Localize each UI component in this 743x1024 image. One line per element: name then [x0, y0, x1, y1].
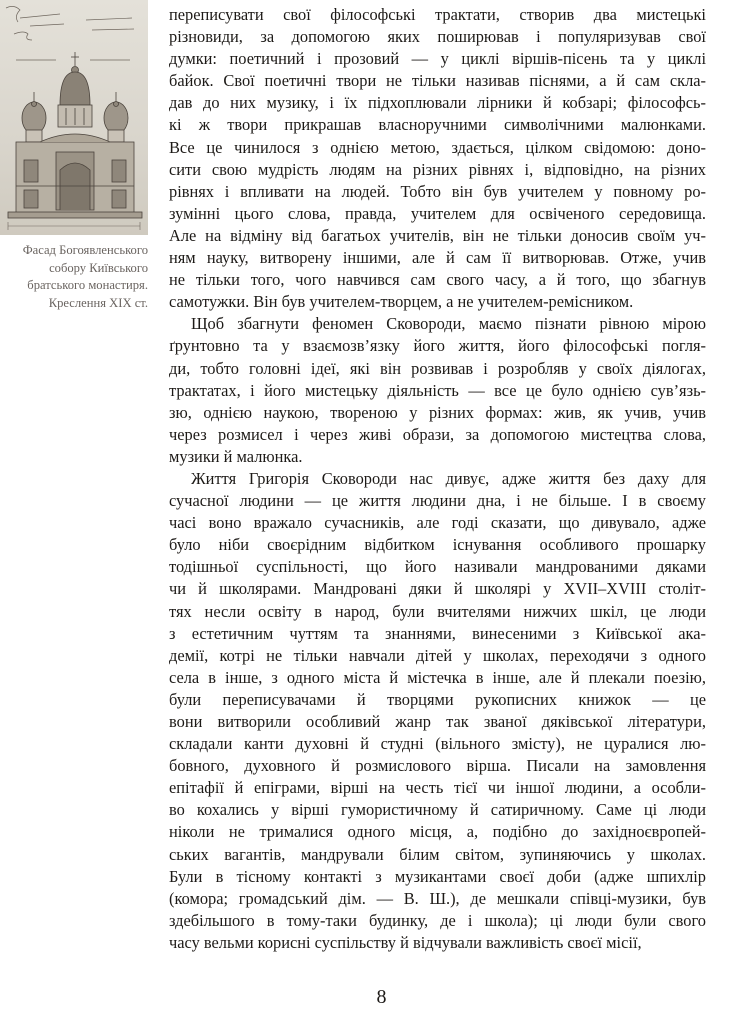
- text-line: були переписувачами й творцями рукописних книжок — це: [169, 689, 706, 709]
- text-line: через розмисел і через живі образи, за допомогою мистецтва слова,: [169, 424, 706, 444]
- text-line: не тільки того, чого навчився сам свого часу, а й того, що збагнув: [169, 270, 706, 290]
- cathedral-drawing: [0, 0, 148, 235]
- text-line: рівнях і впливати на людей. Тобто він був учителем у повному ро-: [169, 181, 706, 201]
- text-line: бовного, духовного й розмислового вірша. Писали на замовлення: [169, 756, 706, 776]
- text-line: часі воно вражало сучасників, але годі сказати, що дивувало, адже: [169, 513, 706, 533]
- text-line: кі ж твори прикрашав власноручними символічними малюнками.: [169, 115, 706, 135]
- text-line: вони витворили особливий жанр так званої дяківської літератури,: [169, 712, 706, 731]
- text-line: ґрунтовно та у взаємозв’язку його життя, його філософські погля-: [169, 336, 706, 356]
- text-line: здебільшого в тому-таки будинку, де і школа); ці люди були свого: [169, 910, 706, 930]
- text-line: ських вагантів, мандрували білим світом, зупиняючись у школах.: [169, 844, 706, 864]
- page-number: 8: [376, 986, 387, 1008]
- text-line: складали канти духовні й студні (вільного змісту), не цуралися лю-: [169, 734, 706, 754]
- text-line: зю, однією наукою, твореною у різних формах: жив, як учив, учив: [169, 402, 706, 422]
- text-line: (комора; громадський дім. — В. Ш.), де мешкали співці-музики, був: [169, 888, 706, 908]
- text-line: ням науку, витворену іншими, але й сам її витворював. Отже, учив: [169, 248, 706, 268]
- text-line: чи й школярами. Мандровані дяки й школярі у XVII–XVIII століт-: [169, 579, 706, 599]
- text-line: самотужки. Він був учителем-творцем, а не учителем-ремісником.: [169, 292, 634, 312]
- caption-line: братського монастиря.: [27, 278, 148, 292]
- text-line: тодішньої суспільності, що його називали мандрованими дяками: [169, 557, 706, 577]
- text-line: во кохались у вірші гумористичному й сатиричному. Саме ці люди: [169, 800, 706, 820]
- text-line: дав до них музику, і їх підхоплювали лірники й кобзарі; філософсь-: [169, 93, 706, 113]
- text-line: ніколи не трималися одного місця, а, подібно до західноєвропей-: [169, 822, 706, 842]
- text-line: байок. Свої поетичні твори не тільки називав піснями, а й сам скла-: [169, 71, 706, 91]
- paragraph: [169, 468, 706, 954]
- text-line: Але на відміну від багатьох учителів, він не тільки доносив своїм уч-: [169, 225, 706, 245]
- text-line: Були в тісному контакті з музикантами своєї доби (адже шпихлір: [169, 866, 706, 886]
- text-line: зумінні цього слова, правда, учителем для освіченого середовища.: [169, 203, 706, 223]
- text-line: сити свою мудрість людям на різних рівнях і, відповідно, на різних: [169, 159, 706, 179]
- paragraph: [169, 313, 706, 468]
- text-line: трактатах, і його мистецьку діяльність — все це було однією сув’язь-: [169, 380, 706, 400]
- text-line: демії, котрі не тільки навчали дітей у школах, переходячи з одного: [169, 645, 706, 665]
- body-text: [169, 4, 706, 954]
- text-line: сучасної людини — це життя людини дна, і не більше. І в своєму: [169, 491, 706, 511]
- caption-line: собору Київського: [49, 260, 148, 275]
- caption-line: Фасад Богоявленського: [22, 243, 148, 257]
- text-line: було ніби своєрідним відбитком існування особливого прошарку: [169, 535, 706, 555]
- text-line: епітафії й епіграми, вірші на честь тієї чи іншої людини, а особли-: [169, 778, 706, 798]
- text-line: переписувати свої філософські трактати, створив два мистецькі: [169, 5, 706, 24]
- text-line: тях несли освіту в народ, були вчителями нижчих шкіл, це люди: [169, 601, 706, 621]
- figure-caption: [0, 242, 148, 312]
- text-line: ди, тобто головні ідеї, які він розвивав і розробляв у своїх діялогах,: [169, 358, 706, 378]
- text-line: музики й малюнка.: [169, 446, 303, 466]
- text-line: різновиди, за допомогою яких поширював і популяризував свої: [169, 27, 706, 47]
- text-line: села в інше, з одного міста й містечка в інше, але й плекали поезію,: [169, 667, 706, 687]
- text-line: Життя Григорія Сковороди нас дивує, адже життя без даху для: [191, 468, 706, 488]
- text-line: думки: поетичний і прозовий — у циклі віршів-пісень та у циклі: [169, 49, 706, 69]
- text-line: Все це чинилося з однією метою, здається, цілком свідомою: доно-: [169, 137, 706, 157]
- text-line: часу вельми корисні суспільству й відчували важливість своєї місії,: [169, 932, 642, 952]
- paragraph: [169, 4, 706, 313]
- caption-line: Креслення XIX ст.: [48, 295, 148, 310]
- cathedral-drawing-illustration: [0, 0, 148, 235]
- text-line: з естетичним чуттям та знаннями, винесеними з Київської ака-: [169, 623, 706, 643]
- text-line: Щоб збагнути феномен Сковороди, маємо пізнати рівною мірою: [191, 314, 706, 334]
